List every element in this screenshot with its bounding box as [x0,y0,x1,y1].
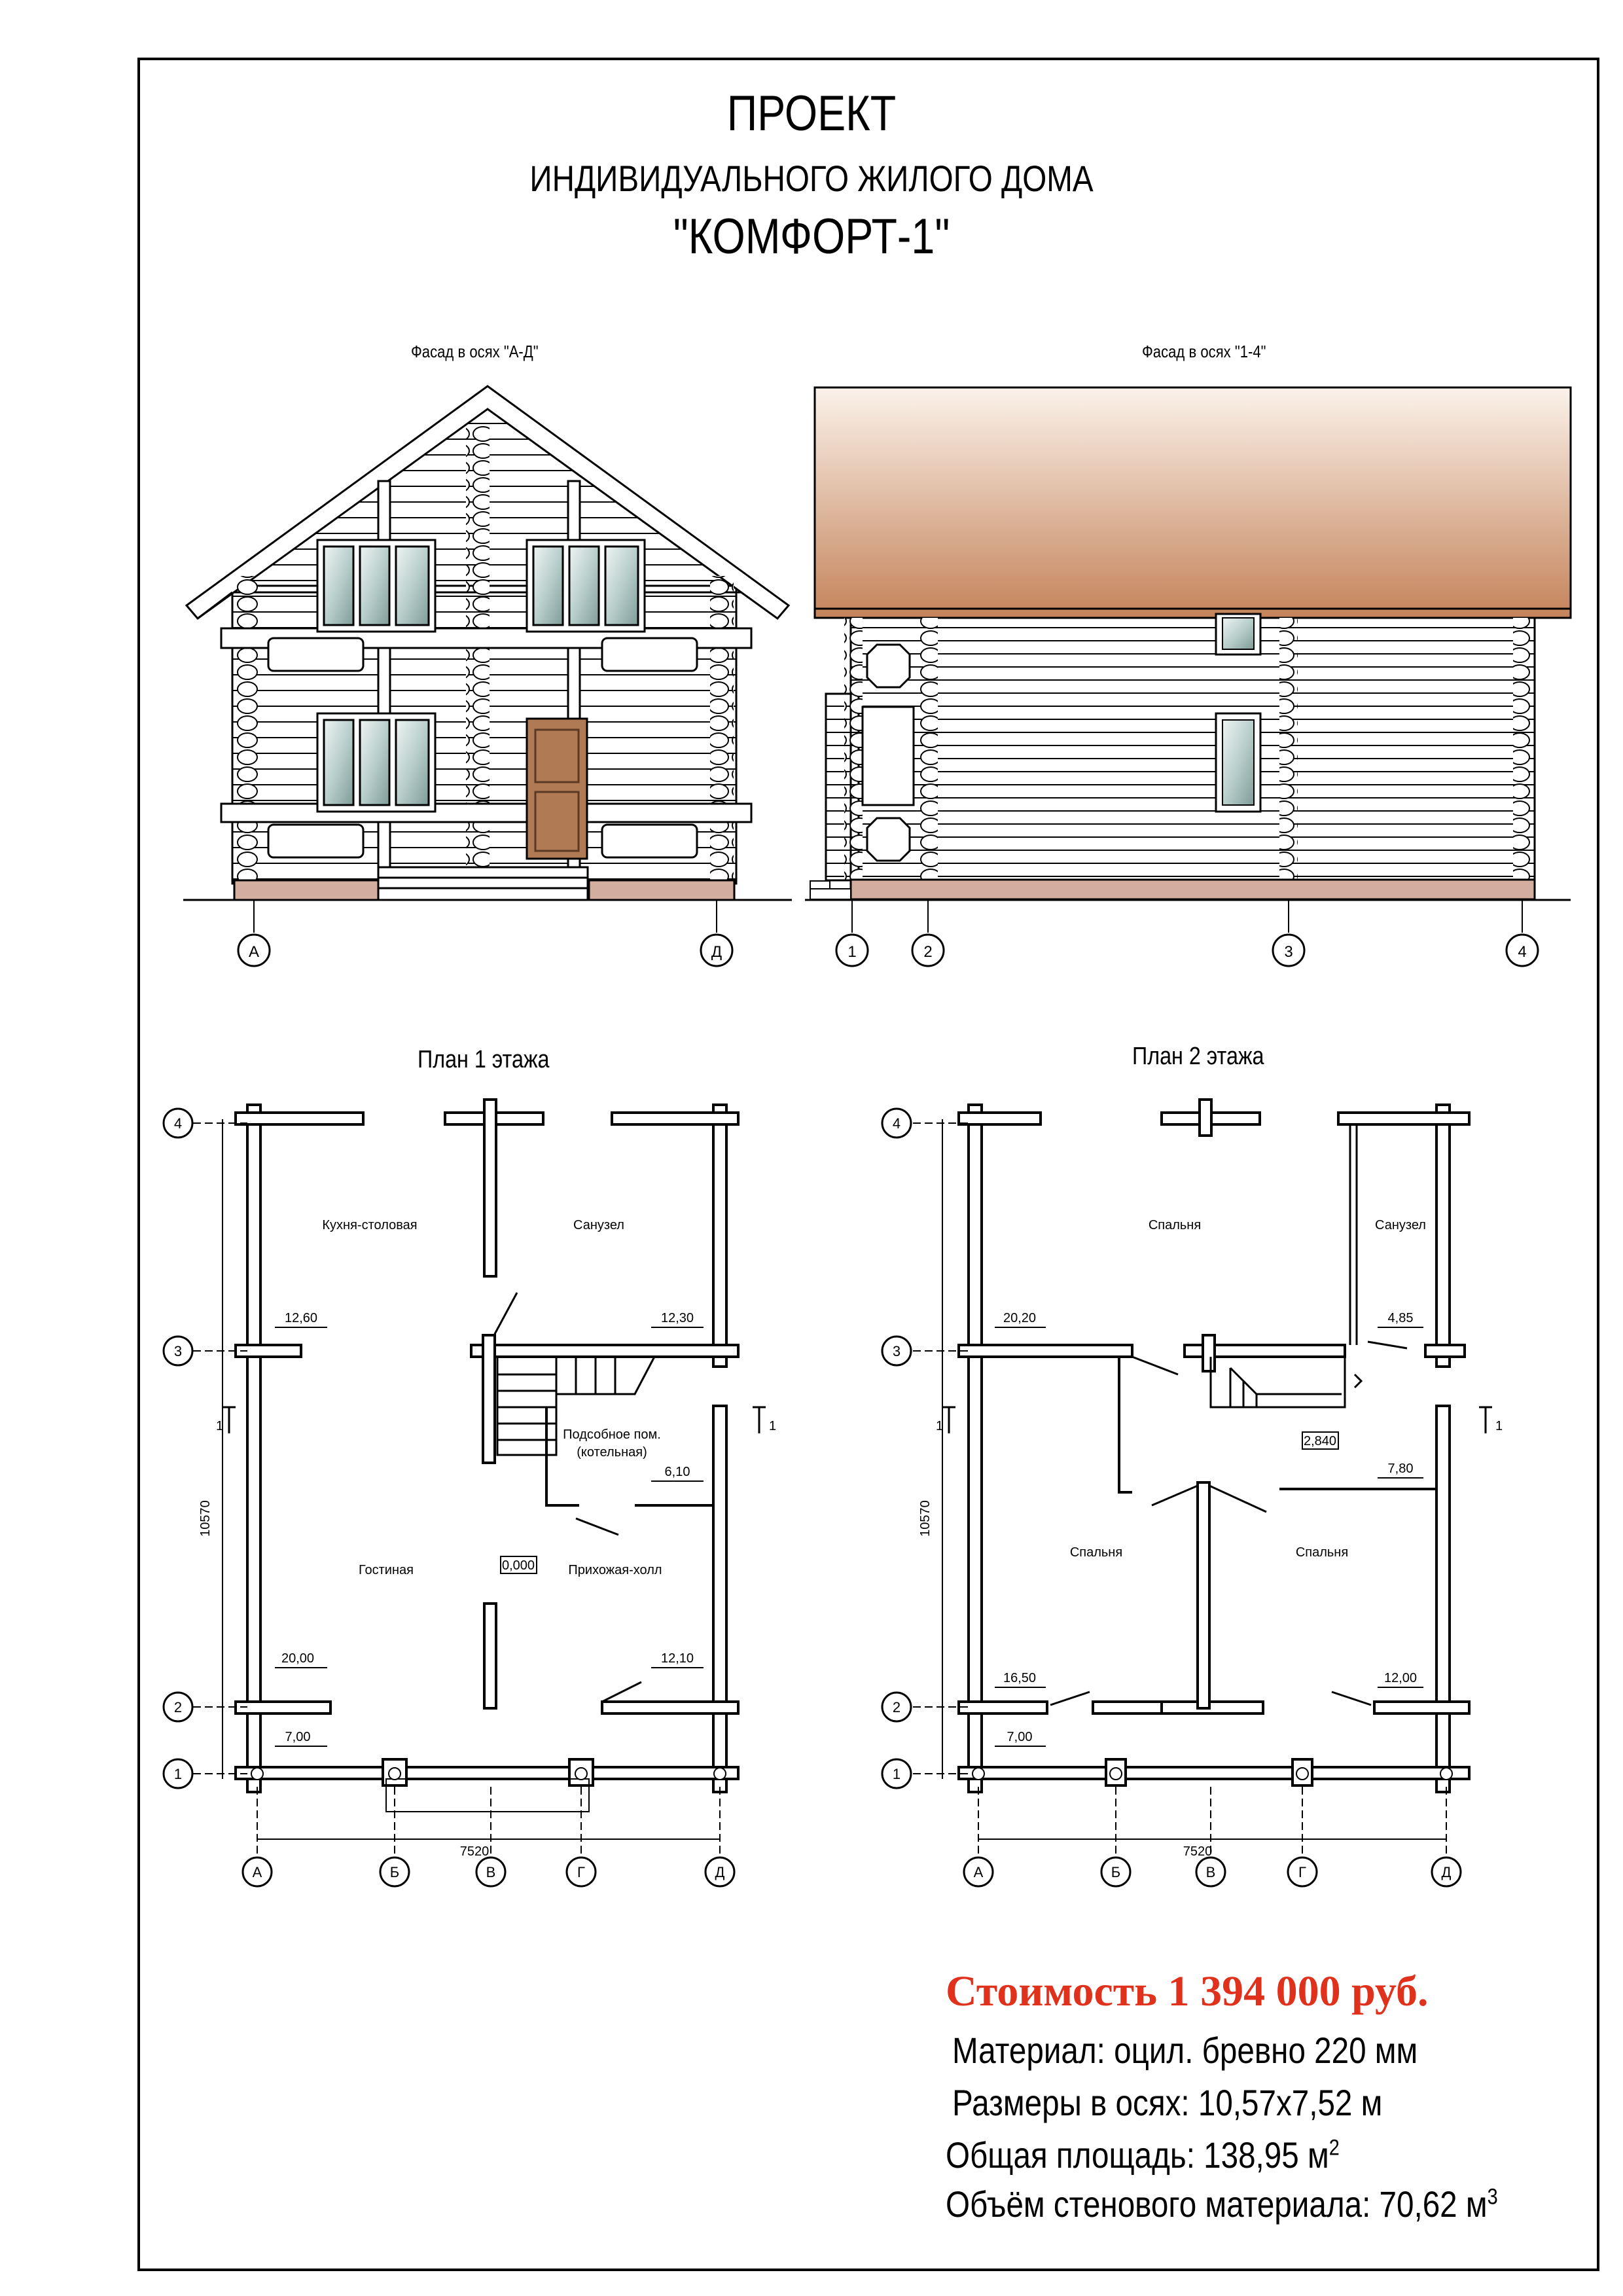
dim-vertical: 10570 [918,1500,933,1537]
front-facade-caption: Фасад в осях "А-Д" [411,342,539,361]
col-axis-label: А [973,1864,984,1880]
spec-area-sup: 2 [1329,2135,1340,2161]
area-hall: 12,10 [660,1651,694,1666]
spec-volume-sup: 3 [1487,2184,1498,2210]
col-axis-label: Б [1111,1864,1121,1880]
row-axis-label: 2 [173,1699,183,1715]
room-label-utility-note: (котельная) [577,1445,647,1460]
room-label-bath: Санузел [1375,1218,1426,1232]
area-bath: 4,85 [1387,1311,1414,1325]
axis-label: 4 [1518,943,1527,961]
col-axis-label: В [1205,1864,1216,1880]
project-name: "КОМФОРТ-1" [673,209,950,264]
col-axis-label: Д [1441,1864,1452,1880]
area-bath: 12,30 [660,1311,694,1325]
col-axis-label: Г [1298,1864,1306,1880]
spec-dimensions: Размеры в осях: 10,57х7,52 м [952,2082,1383,2123]
col-axis-label: Д [715,1864,725,1880]
row-axis-label: 4 [173,1115,183,1132]
area-bedroom1: 20,20 [1003,1311,1037,1325]
area-kitchen: 12,60 [284,1311,318,1325]
row-axis-label: 2 [892,1699,901,1715]
price: Стоимость 1 394 000 руб. [946,1967,1429,2015]
room-label-hall: Прихожая-холл [568,1563,662,1577]
col-axis-label: В [486,1864,496,1880]
spec-area [946,2134,1340,2176]
spec-material: Материал: оцил. бревно 220 мм [952,2030,1418,2071]
level-mark: 0,000 [501,1558,535,1573]
spec-volume [946,2183,1498,2225]
row-axis-label: 1 [892,1766,901,1782]
section-mark: 1 [936,1419,944,1433]
room-label-living: Гостиная [359,1563,414,1577]
row-axis-label: 1 [173,1766,183,1782]
col-axis-label: А [252,1864,262,1880]
plan2-caption: План 2 этажа [1132,1043,1264,1070]
project-title: ПРОЕКТ [726,86,897,141]
area-utility: 6,10 [664,1465,690,1479]
area-bedroom3: 12,00 [1383,1671,1418,1685]
project-subtitle: ИНДИВИДУАЛЬНОГО ЖИЛОГО ДОМА [529,158,1094,199]
section-mark: 1 [1495,1419,1503,1433]
axis-label: 1 [847,943,857,961]
room-label-bedroom1: Спальня [1148,1218,1202,1232]
level-mark: 2,840 [1303,1434,1337,1448]
area-bedroom2: 16,50 [1003,1671,1037,1685]
plan1-caption: План 1 этажа [418,1046,550,1073]
dim-horizontal: 7520 [459,1844,490,1859]
spec-volume-text: Объём стенового материала: 70,62 м [946,2183,1488,2225]
side-facade-caption: Фасад в осях "1-4" [1142,342,1266,361]
axis-label: А [248,943,260,961]
row-axis-label: 3 [892,1343,901,1359]
row-axis-label: 3 [173,1343,183,1359]
col-axis-label: Г [577,1864,585,1880]
dim-horizontal: 7520 [1183,1844,1213,1859]
section-mark: 1 [216,1419,224,1433]
axis-label: Д [711,943,722,961]
col-axis-label: Б [389,1864,400,1880]
room-label-bedroom2: Спальня [1069,1545,1123,1560]
section-mark: 1 [769,1419,777,1433]
room-label-utility: Подсобное пом. [563,1427,661,1442]
area-balcony: 7,00 [1007,1730,1033,1744]
area-porch: 7,00 [285,1730,311,1744]
axis-label: 2 [923,943,933,961]
area-hall: 7,80 [1387,1462,1414,1476]
spec-area-text: Общая площадь: 138,95 м [946,2134,1329,2176]
dim-vertical: 10570 [198,1500,213,1537]
row-axis-label: 4 [892,1115,901,1132]
axis-label: 3 [1284,943,1293,961]
area-living: 20,00 [281,1651,315,1666]
room-label-kitchen: Кухня-столовая [322,1218,418,1232]
room-label-bedroom3: Спальня [1295,1545,1349,1560]
room-label-bath: Санузел [573,1218,624,1232]
